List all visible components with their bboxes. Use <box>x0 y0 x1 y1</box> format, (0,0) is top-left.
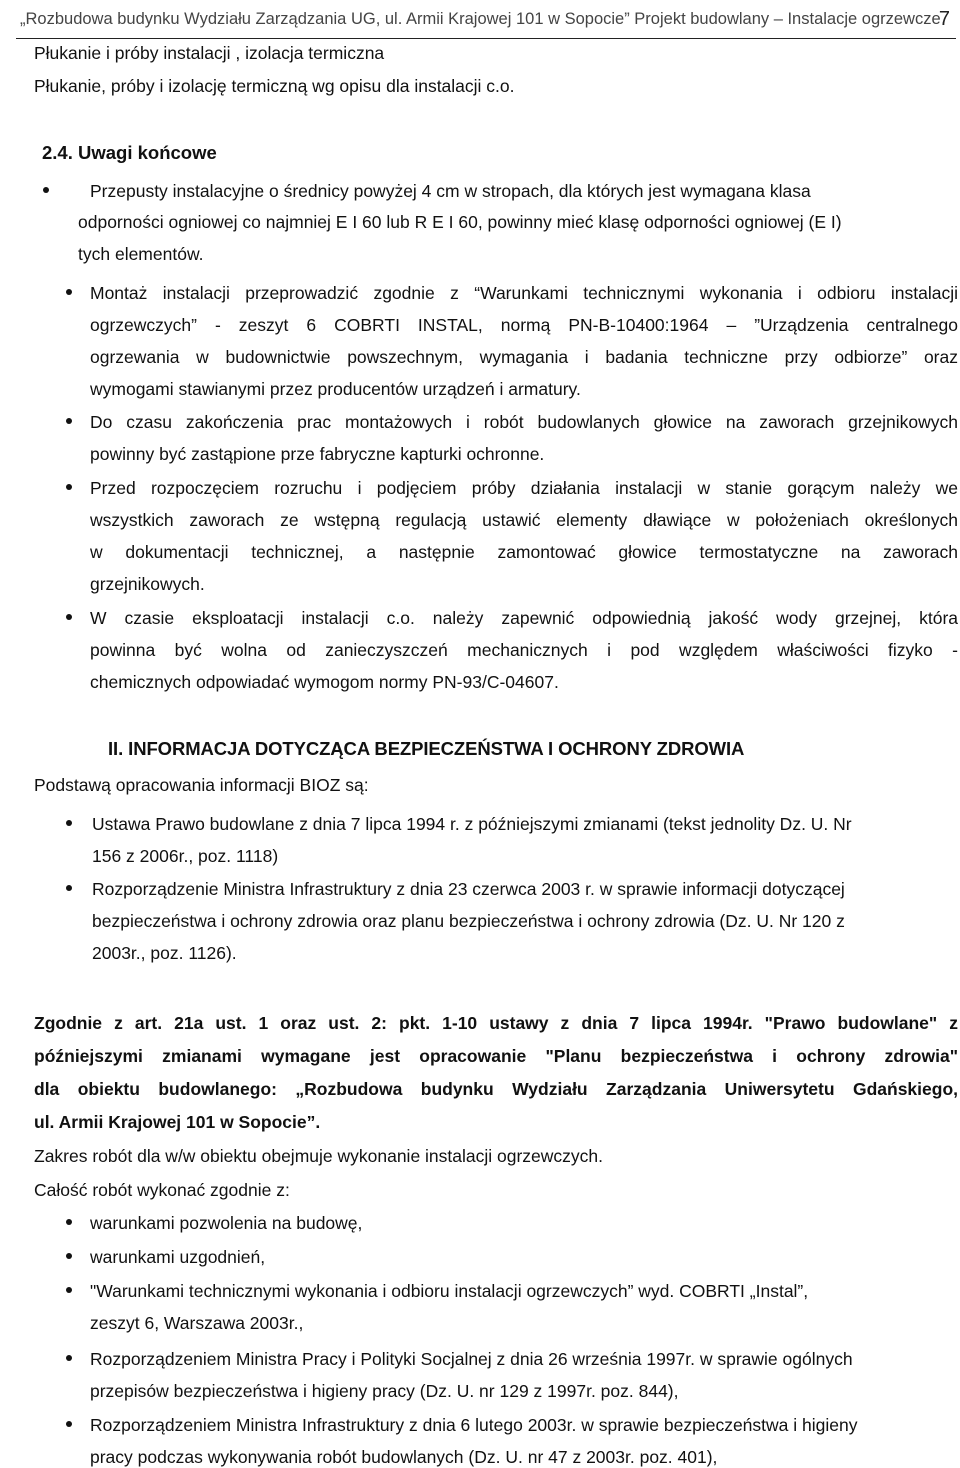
s24-b5-l3: chemicznych odpowiadać wymogom normy PN-93/C-04607. <box>90 672 559 692</box>
s24-b2-l1: Montaż instalacji przeprowadzić zgodnie z “Warunkami technicznymi wykonania i odbioru instalacji <box>90 283 958 303</box>
s24-b2-l3: ogrzewania w budownictwie powszechnym, wymagania i badania techniczne przy odbiorze” oraz <box>90 347 958 367</box>
bullet-dot <box>66 418 72 424</box>
section-2-heading: II. INFORMACJA DOTYCZĄCA BEZPIECZEŃSTWA I OCHRONY ZDROWIA <box>108 738 745 759</box>
page-header <box>16 2 956 39</box>
bullet-dot <box>66 614 72 620</box>
s24-b4-l2: wszystkich zaworach ze wstępną regulacją ustawić elementy dławiące w położeniach określonych <box>90 510 958 530</box>
s24-b1-l2: odporności ogniowej co najmniej E I 60 lub R E I 60, powinny mieć klasę odporności ogniowej (E I) <box>78 212 842 232</box>
bullet-dot <box>66 289 72 295</box>
bullet-dot <box>66 1219 72 1225</box>
s24-b2-l2: ogrzewczych” - zeszyt 6 COBRTI INSTAL, normą PN-B-10400:1964 – ”Urządzenia centralnego <box>90 315 958 335</box>
scope-line-1: Zakres robót dla w/w obiektu obejmuje wykonanie instalacji ogrzewczych. <box>34 1146 604 1166</box>
scope-b4-l1: Rozporządzeniem Ministra Pracy i Polityki Socjalnej z dnia 26 września 1997r. w sprawie ogólnych <box>90 1349 853 1369</box>
s2-b2-l3: 2003r., poz. 1126). <box>92 943 237 963</box>
s2-b2-l2: bezpieczeństwa i ochrony zdrowia oraz planu bezpieczeństwa i ochrony zdrowia (Dz. U. Nr 120 z <box>92 911 845 931</box>
s24-b2-l4: wymogami stawianymi przez producentów urządzeń i armatury. <box>90 379 581 399</box>
s24-b4-l3: w dokumentacji technicznej, a następnie zamontować głowice termostatyczne na zaworach <box>90 542 958 562</box>
bold-paragraph-line-2: późniejszymi zmianami wymagane jest opracowanie "Planu bezpieczeństwa i ochrony zdrowia" <box>34 1046 958 1066</box>
bullet-dot <box>66 820 72 826</box>
section-2-4-heading: 2.4. Uwagi końcowe <box>42 142 217 163</box>
s24-b4-l1: Przed rozpoczęciem rozruchu i podjęciem próby działania instalacji w stanie gorącym należy we <box>90 478 958 498</box>
bullet-dot <box>66 1355 72 1361</box>
s24-b5-l1: W czasie eksploatacji instalacji c.o. należy zapewnić odpowiednią jakość wody grzejnej, która <box>90 608 958 628</box>
s2-b1-l1: Ustawa Prawo budowlane z dnia 7 lipca 1994 r. z późniejszymi zmianami (tekst jednolity Dz. U. Nr <box>92 814 852 834</box>
s24-b1-l3: tych elementów. <box>78 244 204 264</box>
section-2-subheading: Podstawą opracowania informacji BIOZ są: <box>34 775 369 795</box>
bold-paragraph-line-1: Zgodnie z art. 21a ust. 1 oraz ust. 2: pkt. 1-10 ustawy z dnia 7 lipca 1994r. "Prawo budowlane" z <box>34 1013 958 1033</box>
bold-paragraph-line-3: dla obiektu budowlanego: „Rozbudowa budynku Wydziału Zarządzania Uniwersytetu Gdańskiego, <box>34 1079 958 1099</box>
scope-b5-l1: Rozporządzeniem Ministra Infrastruktury z dnia 6 lutego 2003r. w sprawie bezpieczeństwa i higieny <box>90 1415 858 1435</box>
s24-b3-l1: Do czasu zakończenia prac montażowych i robót budowlanych głowice na zaworach grzejnikowych <box>90 412 958 432</box>
bullet-dot <box>66 1421 72 1427</box>
bullet-dot <box>66 885 72 891</box>
bullet-dot <box>66 1253 72 1259</box>
s2-b1-l2: 156 z 2006r., poz. 1118) <box>92 846 279 866</box>
s24-b3-l2: powinny być zastąpione prze fabryczne kapturki ochronne. <box>90 444 545 464</box>
intro-line-2: Płukanie, próby i izolację termiczną wg opisu dla instalacji c.o. <box>34 76 515 96</box>
scope-b3-l2: zeszyt 6, Warszawa 2003r., <box>90 1313 304 1333</box>
s24-b5-l2: powinna być wolna od zanieczyszczeń mechanicznych i pod względem właściwości fizyko - <box>90 640 958 660</box>
s24-b4-l4: grzejnikowych. <box>90 574 205 594</box>
scope-line-2: Całość robót wykonać zgodnie z: <box>34 1180 290 1200</box>
s2-b2-l1: Rozporządzenie Ministra Infrastruktury z dnia 23 czerwca 2003 r. w sprawie informacji dotyczącej <box>92 879 845 899</box>
s24-b1-l1: Przepusty instalacyjne o średnicy powyżej 4 cm w stropach, dla których jest wymagana klasa <box>90 181 811 201</box>
scope-b3-l1: "Warunkami technicznymi wykonania i odbioru instalacji ogrzewczych” wyd. COBRTI „Instal”, <box>90 1281 809 1301</box>
scope-b4-l2: przepisów bezpieczeństwa i higieny pracy (Dz. U. nr 129 z 1997r. poz. 844), <box>90 1381 679 1401</box>
intro-line-1: Płukanie i próby instalacji , izolacja termiczna <box>34 43 385 63</box>
header-title: „Rozbudowa budynku Wydziału Zarządzania UG, ul. Armii Krajowej 101 w Sopocie” Projekt budowlany – Instalacje ogrzewcze <box>20 10 941 28</box>
bold-paragraph-line-4: ul. Armii Krajowej 101 w Sopocie”. <box>34 1112 321 1132</box>
page-number: 7 <box>938 8 950 30</box>
scope-b2: warunkami uzgodnień, <box>90 1247 266 1267</box>
bullet-dot <box>66 484 72 490</box>
scope-b5-l2: pracy podczas wykonywania robót budowlanych (Dz. U. nr 47 z 2003r. poz. 401), <box>90 1447 718 1467</box>
scope-b1: warunkami pozwolenia na budowę, <box>90 1213 363 1233</box>
bullet-dot <box>66 1287 72 1293</box>
bullet-dot <box>43 187 49 193</box>
